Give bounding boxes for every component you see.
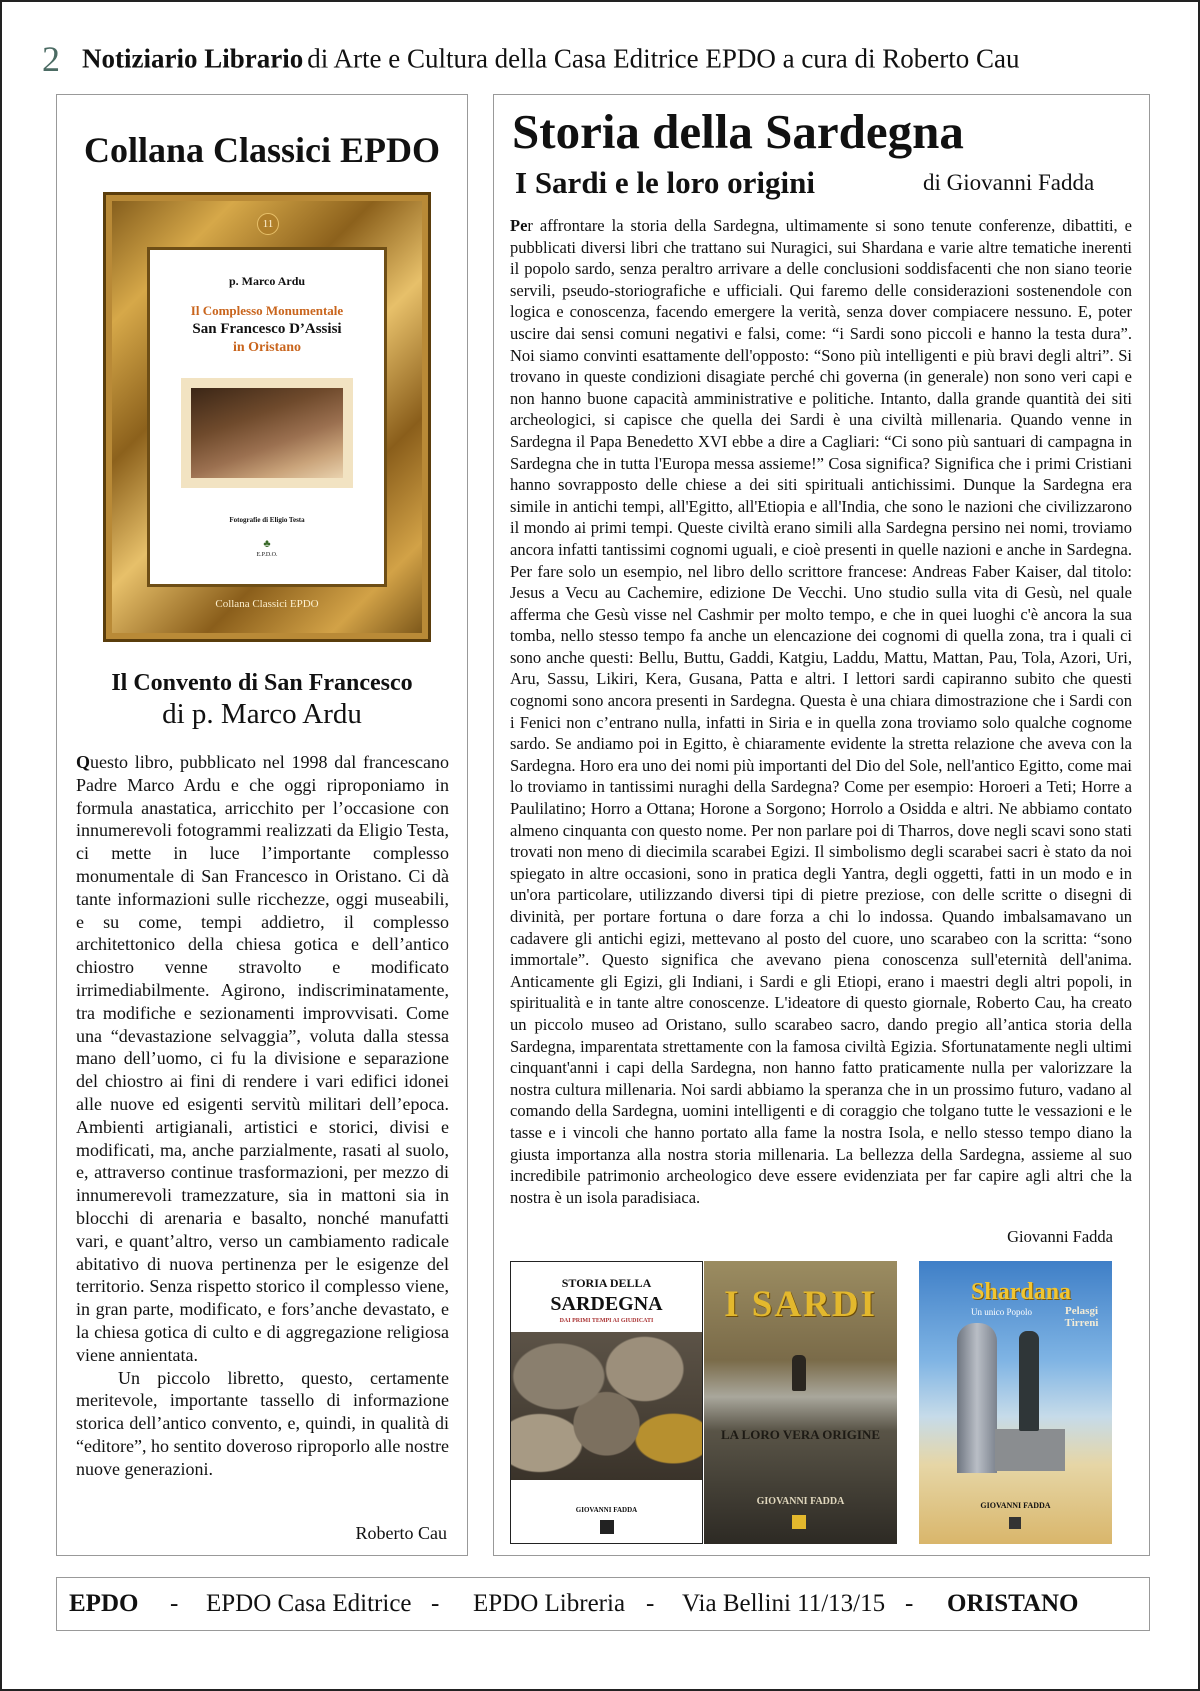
article-subtitle: di p. Marco Ardu [162, 698, 362, 730]
cover-title-line1: Il Complesso Monumentale [190, 303, 344, 318]
statue-image [792, 1355, 806, 1391]
medal-badge: 11 [257, 213, 279, 235]
article-title: Storia della Sardegna [512, 104, 964, 159]
cover-line2: SARDEGNA [550, 1293, 663, 1315]
footer-city: ORISTANO [947, 1590, 1079, 1617]
church-arch-image [191, 388, 343, 478]
masthead-title: Notiziario Librario [82, 43, 304, 74]
statue-base-image [995, 1429, 1065, 1471]
article-body [510, 215, 1132, 1208]
footer-separator: - [431, 1590, 440, 1617]
publisher-logo-icon: ♣ [263, 538, 271, 550]
publisher-logo-icon [600, 1520, 614, 1534]
book-cover-shardana [919, 1261, 1112, 1544]
article-title: Il Convento di San Francesco [111, 670, 413, 696]
cover-author: p. Marco Ardu [228, 274, 306, 288]
paragraph-text: uesto libro, pubblicato nel 1998 dal francescano Padre Marco Ardu e che oggi riproponiamo in formula anastatica, arricchito per l’occasione con innumerevoli fotogrammi realizzati da Eligio Testa, ci mette in luce l’importante complesso monumentale di San Francesco in Oristano. Ci dà tante informazioni sulle ricchezze, oggi museabili, e su come, tempi addietro, il complesso architettonico della chiesa gotica e dell’antico chiostro venne stravolto e modificato irrimediabilmente. Agirono, indiscriminatamente, tra modifiche e sezionamenti improvvisati. Come una “devastazione selvaggia”, voluta dalla stessa mano dell’uomo, ci fu la divisione e separazione del chiostro ai fini di rendere i vari edifici idonei alle nuove ed esigenti servitù militari dell’epoca. Ambienti artigianali, artistici e storici, divisi e modificati, ma, anche parzialmente, rasati al suolo, e, attraverso continue trasformazioni, per mezzo di innumerevoli tramezzature, sia in mattoni sia in blocchi di arenaria e basalto, nonché manufatti vari, e quant’altro, verso un cambiamento radicale abitativo di nuova pertinenza per le esigenze del territorio. Senza rispetto storico il complesso viene, in gran parte, modificato, e fors’anche devastato, e la chiesa gotica di culto e di aggregazione religiosa viene annientata. [76, 752, 449, 1365]
footer-separator: - [170, 1590, 179, 1617]
footer-address: Via Bellini 11/13/15 [682, 1590, 886, 1617]
article-signature: Roberto Cau [355, 1523, 447, 1543]
article-paragraph: Un piccolo libretto, questo, certamente meritevole, importante tassello di informazione storica dell’antico convento, e, quindi, in qualità di “editore”, ho sentito doveroso riproporlo alle nostre nuove generazioni. [76, 1367, 449, 1479]
book-cover-storia [510, 1261, 703, 1544]
cover-line1: STORIA DELLA [561, 1276, 652, 1290]
nuraghe-tower-image [957, 1323, 997, 1473]
footer-item-casa-editrice: EPDO Casa Editrice [206, 1590, 412, 1617]
right-article-column [493, 94, 1150, 1556]
cover-title: I SARDI [724, 1284, 877, 1325]
footer-bar [56, 1577, 1150, 1631]
nuraghe-stone-image [511, 1332, 702, 1480]
first-letters: Pe [510, 216, 528, 235]
footer-brand: EPDO [69, 1590, 139, 1617]
article-signature: Giovanni Fadda [1007, 1227, 1113, 1246]
cover-title: Shardana [971, 1279, 1072, 1305]
footer-separator: - [646, 1590, 655, 1617]
cover-photo [181, 378, 353, 488]
book-cover-i-sardi [704, 1261, 897, 1544]
paragraph-text: r affrontare la storia della Sardegna, ultimamente si sono tenute conferenze, dibattiti, e pubblicati diversi libri che trattano sui Nuragici, sui Shardana e varie altre tematiche inerenti il popolo sardo, senza peraltro arrivare a delle conclusioni soddisfacenti che non siano teorie servili, pseudo-storiografiche e ufficiali. Qui faremo delle considerazioni sostenendole con logica e conoscenza, facendo emergere la verità, senza dover compiacere nessuno. E, poter uscire dai sensi comuni negativi e falsi, come: “i Sardi sono piccoli e hanno la testa dura”. Noi siamo convinti esattamente dell'opposto: “Sono più intelligenti e più bravi degli altri”. Si trovano in queste condizioni disagiate perché chi governa (in generale) non sono veri capi e non hanno buone capacità amministrative e politiche. Intanto, dalla grande quantità dei siti archeologici, si capisce che quella dei Sardi è una civiltà millenaria. Quando venne in Sardegna il Papa Benedetto XVI ebbe a dire a Cagliari: “Ci sono più santuari di campagna in Sardegna che in tutta l'Europa messa assieme!” Cosa significa? Significa che i primi Cristiani hanno sovrapposto delle chiese a dei siti spirituali antichissimi. Dunque la Sardegna era simile in antichi tempi, all'Egitto, all'Etiopia e all'India, che sono le nazioni che civilizzarono il mondo ai primi tempi. Queste civiltà erano simili alla Sardegna persino nei nomi, troviamo ancora infatti tantissimi cognomi uguali, e cioè presenti in quelle nazioni e anche in Sardegna. Per fare solo un esempio, nel libro dello scrittore francese: Andreas Faber Kaiser, dal titolo: Jesus a Vecu au Cachemire, edizione De Vecchi. Uno studio sulla vita di Gesù, nel quale afferma che Gesù visse nel Cashmir per molto tempo, e che in quei luoghi c'è ancora la sua tomba, nello stesso tempo fa anche un elencazione dei cognomi di quella zona, tra i quali ci sono anche questi: Bellu, Buttu, Gaddi, Katgiu, Laddu, Mattu, Mattan, Pau, Tola, Azori, Uri, Aru, Sassu, Likiri, Kera, Gusana, Patta e altri. I lettori sardi capiranno subito che questi cognomi sono ancora presenti in Sardegna. Questa è una chiara dimostrazione che i Sardi con i Fenici non c’entrano nulla, infatti in Siria e in quella zona troviamo solo qualche cognome sardo. Se andiamo poi in Egitto, è chiaramente evidente la stretta relazione che aveva con la Sardegna. Horo era uno dei nomi più importanti del Dio del Sole, nell'antico Egitto, come mai lo troviamo in tantissimi nuraghi della Sardegna? Come per esempio: Horoeri a Teti; Horre a Paulilatino; Horro a Ottana; Horone a Sorgono; Horrolo a Osidda e altri. Ne abbiamo contato almeno cinquanta con questo nome. Per non parlare poi di Tharros, dove negli scavi sono stati trovati non meno di diecimila scarabei Egizi. Il simbolismo degli scarabei sacri è stato da noi spiegato in altre occasioni, sono in pratica degli Yantra, degli oggetti, fatti in un modo e in un'ora particolare, utilizzando diversi tipi di pietre preziose, con delle scritte o disegni di divinità, per portare fortuna o dare forza a chi lo indossa. Quando imbalsamavano un cadavere gli antichi egizi, mettevano al posto del cuore, uno scarabeo con la scritta: “sono immortale”. Questo significa che avevano piena conoscenza sull'eternità dell'anima. Anticamente gli Egizi, gli Indiani, i Sardi e gli Etiopi, erano i maestri degli altri popoli, in spiritualità e in tante altre conoscenze. L'ideatore di questo giornale, Roberto Cau, ha creato un piccolo museo ad Oristano, sullo scarabeo sacro, dando pregio all’antica storia della Sardegna, imparentata strettamente con la famosa civiltà Egizia. Sfortunatamente negli ultimi cinquant'anni i capi della Sardegna, non hanno fatto praticamente nulla per valorizzare la nostra cultura millenaria. Noi sardi abbiamo la speranza che in un prossimo futuro, vadano al comando della Sardegna, uomini intelligenti e di coraggio che tolgano tutte le vessazioni e le tasse e i vincoli che hanno portato alla fame la nostra Isola, e nello stesso tempo diano la giusta importanza alla nostra storia millenaria. La bellezza della Sardegna, assieme al suo incredibile patrimonio archeologico deve essere evidenziata per far capire agli altri che la nostra è un isola paradisiaca. [510, 216, 1132, 1207]
cover-line3: DAI PRIMI TEMPI AI GIUDICATI [559, 1318, 654, 1324]
left-article-column [56, 94, 468, 1556]
series-title: Collana Classici EPDO [83, 130, 441, 170]
cover-title-line3: in Oristano [232, 340, 302, 355]
cover-author: GIOVANNI FADDA [575, 1506, 638, 1514]
cover-subtitle: Un unico Popolo [971, 1307, 1033, 1317]
cover-publisher: E.P.D.O. [256, 552, 278, 558]
publisher-logo-icon [1009, 1517, 1021, 1529]
cover-author: GIOVANNI FADDA [756, 1496, 845, 1507]
footer-item-libreria: EPDO Libreria [473, 1590, 626, 1617]
cover-photo-credit: Fotografie di Eligio Testa [229, 516, 305, 524]
warrior-statue-image [1019, 1331, 1039, 1431]
cover-title-line2: San Francesco D’Assisi [192, 321, 342, 337]
frame-series-label: Collana Classici EPDO [215, 598, 319, 610]
cover-author: GIOVANNI FADDA [980, 1501, 1051, 1510]
masthead-subtitle: di Arte e Cultura della Casa Editrice EPDO a cura di Roberto Cau [307, 43, 1020, 74]
cover-side-text: Pelasgi Tirreni [1064, 1305, 1099, 1329]
book-cover-framed [103, 192, 431, 642]
page-number: 2 [42, 39, 60, 79]
article-subtitle: I Sardi e le loro origini [515, 165, 815, 200]
article-body [76, 751, 449, 1481]
masthead [42, 38, 1168, 82]
article-paragraph [76, 751, 449, 1367]
footer-separator: - [905, 1590, 914, 1617]
cover-subtitle: LA LORO VERA ORIGINE [720, 1427, 881, 1442]
first-letter: Q [76, 752, 91, 772]
publisher-logo-icon [792, 1515, 806, 1529]
article-byline: di Giovanni Fadda [923, 170, 1095, 195]
book-cover-page [150, 250, 384, 584]
